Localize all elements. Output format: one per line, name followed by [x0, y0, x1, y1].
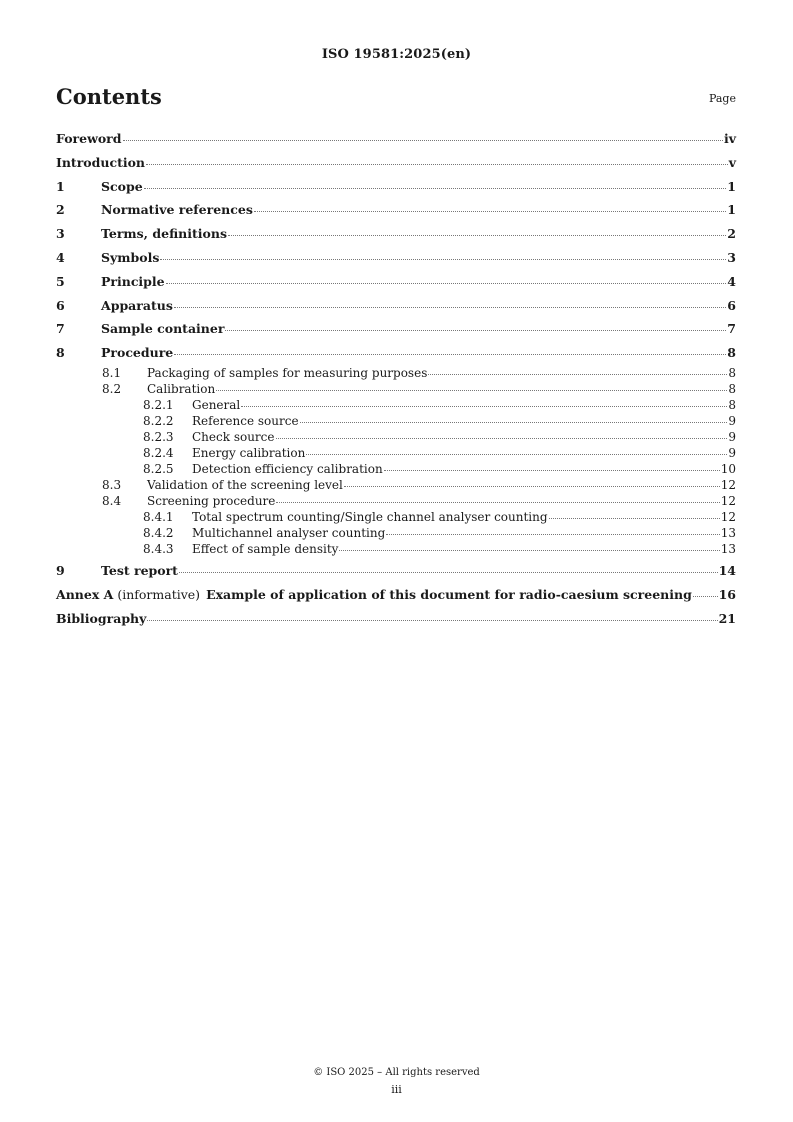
toc-entry-label: Validation of the screening level: [147, 477, 343, 492]
toc-entry-label: Sample container: [101, 321, 225, 337]
toc-entry-8-2-2[interactable]: [56, 413, 736, 429]
dot-leader: [344, 486, 720, 487]
toc-entry-8-2-1[interactable]: [56, 397, 736, 413]
toc-entry-annex-a[interactable]: [56, 583, 736, 607]
toc-entry-foreword[interactable]: [56, 127, 736, 151]
dot-leader: [166, 283, 727, 284]
toc-entry-label: Apparatus: [101, 297, 173, 313]
toc-entry-number: 8.2.3: [143, 429, 174, 444]
toc-entry-number: 8.4.1: [143, 509, 174, 524]
toc-entry-page: 3: [727, 249, 736, 265]
dot-leader: [225, 330, 726, 331]
toc-entry-page: 6: [727, 297, 736, 313]
toc-entry-label: Foreword: [56, 131, 122, 146]
dot-leader: [216, 390, 727, 391]
toc-entry-number: 8.1: [102, 365, 122, 380]
toc-entry-8-2-5[interactable]: [56, 461, 736, 477]
dot-leader: [549, 518, 720, 519]
dot-leader: [147, 620, 717, 621]
toc-entry-page: 12: [720, 477, 736, 492]
toc-entry-section-9[interactable]: [56, 559, 736, 583]
toc-entry-label: Symbols: [101, 249, 160, 265]
page-column-label: Page: [708, 92, 736, 105]
toc-entry-page: 7: [727, 321, 736, 337]
copyright-notice: © ISO 2025 – All rights reserved: [313, 1067, 480, 1078]
toc-entry-label: Terms, definitions: [101, 226, 227, 242]
toc-entry-8-1[interactable]: [56, 365, 736, 381]
toc-entry-page: 4: [727, 273, 736, 289]
dot-leader: [174, 307, 726, 308]
toc-entry-section-3[interactable]: [56, 222, 736, 246]
dot-leader: [276, 438, 728, 439]
dot-leader: [276, 502, 719, 503]
table-of-contents: [56, 127, 736, 630]
toc-entry-page: 12: [720, 509, 736, 524]
dot-leader: [146, 164, 728, 165]
dot-leader: [144, 188, 727, 189]
toc-entry-label: Procedure: [101, 345, 174, 361]
toc-entry-8-4-3[interactable]: [56, 541, 736, 557]
dot-leader: [123, 140, 723, 141]
dot-leader: [428, 374, 727, 375]
toc-entry-annex-prefix: Annex A: [56, 586, 114, 602]
toc-entry-page: 8: [728, 381, 736, 396]
contents-title: Contents: [56, 84, 162, 109]
toc-entry-8-4-1[interactable]: [56, 509, 736, 525]
toc-entry-label: Introduction: [56, 154, 146, 170]
toc-entry-label: Calibration: [147, 381, 216, 396]
toc-entry-section-2[interactable]: [56, 198, 736, 222]
toc-entry-number: 5: [56, 273, 65, 289]
toc-entry-label: Bibliography: [56, 610, 147, 626]
toc-entry-label: General: [192, 397, 241, 412]
toc-entry-introduction[interactable]: [56, 151, 736, 175]
toc-entry-number: 8.4.3: [143, 541, 174, 556]
toc-entry-number: 4: [56, 249, 65, 265]
dot-leader: [160, 259, 726, 260]
toc-entry-section-8[interactable]: [56, 341, 736, 365]
toc-entry-number: 8.2: [102, 381, 122, 396]
dot-leader: [386, 534, 719, 535]
toc-entry-8-2-4[interactable]: [56, 445, 736, 461]
toc-entry-page: iv: [723, 131, 736, 146]
toc-entry-section-7[interactable]: [56, 317, 736, 341]
toc-entry-label: Example of application of this document for radio-caesium screening: [206, 586, 692, 602]
toc-entry-number: 9: [56, 562, 65, 578]
toc-entry-page: 9: [728, 429, 736, 444]
toc-entry-page: 10: [720, 461, 736, 476]
toc-entry-label: Multichannel analyser counting: [192, 525, 386, 540]
toc-entry-page: 14: [718, 562, 736, 578]
toc-entry-number: 7: [56, 321, 65, 337]
toc-entry-page: v: [728, 154, 736, 170]
toc-entry-number: 1: [56, 178, 65, 194]
toc-entry-number: 6: [56, 297, 65, 313]
toc-entry-page: 1: [727, 202, 736, 218]
dot-leader: [174, 354, 726, 355]
toc-entry-page: 8: [727, 345, 736, 361]
toc-entry-label: Reference source: [192, 413, 299, 428]
toc-entry-page: 12: [720, 493, 736, 508]
toc-entry-annex-note: (informative): [117, 586, 201, 602]
dot-leader: [179, 572, 718, 573]
dot-leader: [693, 596, 718, 597]
toc-entry-page: 9: [728, 445, 736, 460]
toc-entry-section-5[interactable]: [56, 270, 736, 294]
toc-entry-page: 13: [720, 525, 736, 540]
dot-leader: [339, 550, 719, 551]
toc-entry-section-1[interactable]: [56, 175, 736, 199]
dot-leader: [254, 211, 726, 212]
toc-entry-label: Principle: [101, 273, 165, 289]
dot-leader: [300, 422, 728, 423]
toc-entry-page: 13: [720, 541, 736, 556]
toc-entry-page: 8: [728, 397, 736, 412]
toc-entry-label: Scope: [101, 178, 143, 194]
toc-entry-8-3[interactable]: [56, 477, 736, 493]
page-number: iii: [391, 1083, 402, 1096]
toc-entry-page: 2: [727, 226, 736, 242]
dot-leader: [384, 470, 720, 471]
toc-entry-8-2[interactable]: [56, 381, 736, 397]
toc-entry-page: 8: [728, 365, 736, 380]
toc-entry-bibliography[interactable]: [56, 607, 736, 631]
toc-entry-number: 3: [56, 226, 65, 242]
toc-entry-8-2-3[interactable]: [56, 429, 736, 445]
toc-entry-8-4-2[interactable]: [56, 525, 736, 541]
toc-entry-page: 16: [718, 586, 736, 602]
toc-entry-8-4[interactable]: [56, 493, 736, 509]
dot-leader: [241, 406, 727, 407]
toc-entry-number: 8.2.1: [143, 397, 174, 412]
toc-entry-label: Normative references: [101, 202, 253, 218]
toc-entry-number: 8.3: [102, 477, 122, 492]
toc-entry-number: 8.2.2: [143, 413, 174, 428]
toc-entry-page: 21: [718, 610, 736, 626]
toc-entry-section-4[interactable]: [56, 246, 736, 270]
dot-leader: [306, 454, 727, 455]
toc-entry-number: 8.2.4: [143, 445, 174, 460]
document-id-header: ISO 19581:2025(en): [321, 47, 472, 62]
toc-entry-label: Detection efficiency calibration: [192, 461, 383, 476]
toc-entry-label: Check source: [192, 429, 275, 444]
toc-entry-number: 8.4.2: [143, 525, 174, 540]
toc-entry-page: 9: [728, 413, 736, 428]
toc-entry-label: Total spectrum counting/Single channel analyser counting: [192, 509, 548, 524]
toc-entry-label: Screening procedure: [147, 493, 276, 508]
dot-leader: [228, 235, 726, 236]
toc-entry-section-6[interactable]: [56, 294, 736, 318]
toc-entry-label: Energy calibration: [192, 445, 306, 460]
toc-entry-number: 8.4: [102, 493, 122, 508]
toc-entry-number: 8: [56, 345, 65, 361]
toc-entry-label: Test report: [101, 562, 178, 578]
toc-entry-label: Effect of sample density: [192, 541, 339, 556]
toc-entry-label: Packaging of samples for measuring purposes: [147, 365, 428, 380]
toc-entry-number: 8.2.5: [143, 461, 174, 476]
toc-entry-number: 2: [56, 202, 65, 218]
toc-entry-page: 1: [727, 178, 736, 194]
